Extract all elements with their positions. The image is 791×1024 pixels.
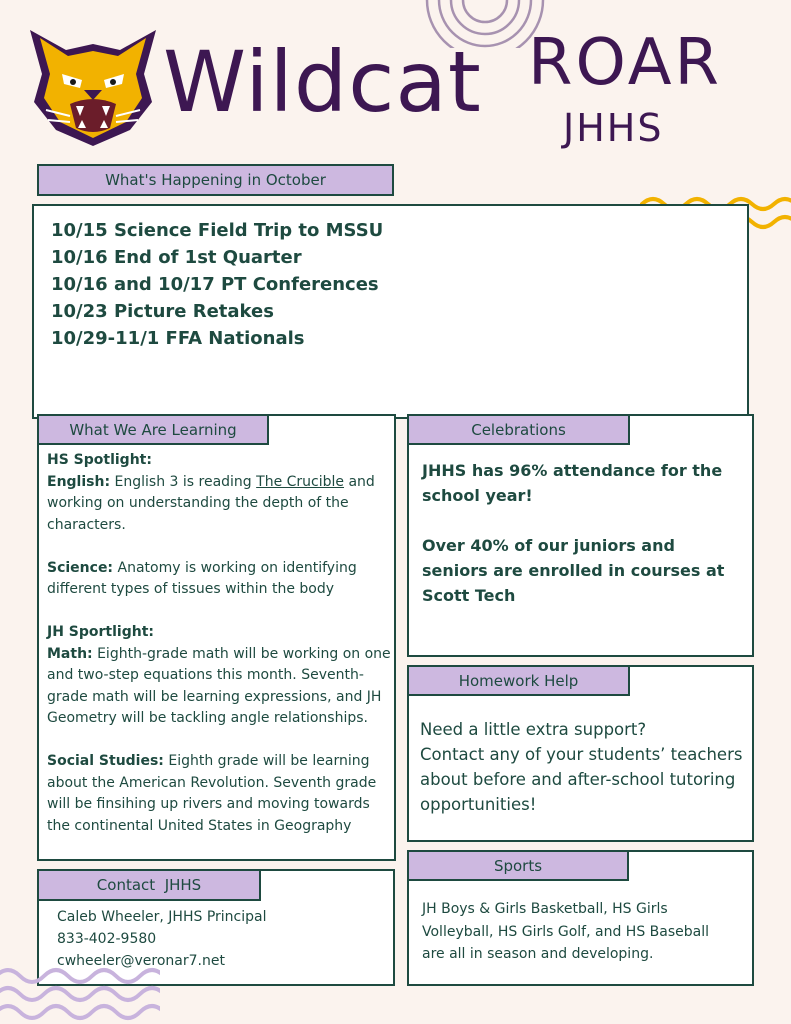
- masthead-school: JHHS: [563, 106, 664, 150]
- social-studies-paragraph: Social Studies: Eighth grade will be learning about the American Revolution. Seventh grade will be finsihing up rivers and moving towards the continental United States in Geography: [47, 753, 377, 834]
- event-item: 10/16 and 10/17 PT Conferences: [51, 274, 379, 295]
- science-paragraph: Science: Anatomy is working on identifying different types of tissues within the body: [47, 559, 357, 597]
- contact-phone: 833-402-9580: [57, 931, 157, 947]
- celebration-item: Over 40% of our juniors and seniors are enrolled in courses at Scott Tech: [422, 536, 725, 605]
- english-paragraph: English: English 3 is reading The Crucible and working on understanding the depth of the characters.: [47, 473, 375, 533]
- contact-section-label: Contact JHHS: [37, 869, 261, 901]
- homework-line: Need a little extra support?: [420, 720, 647, 739]
- homework-line: Contact any of your students’ teachers about before and after-school tutoring opportunities!: [420, 745, 743, 814]
- contact-email: cwheeler@veronar7.net: [57, 953, 225, 969]
- event-item: 10/23 Picture Retakes: [51, 301, 274, 322]
- masthead-title: Wildcat: [163, 33, 482, 131]
- celebrations-content: [422, 458, 738, 608]
- happening-section-label: What's Happening in October: [37, 164, 394, 196]
- homework-content: [420, 717, 748, 817]
- event-item: 10/15 Science Field Trip to MSSU: [51, 220, 384, 241]
- book-title: The Crucible: [256, 473, 345, 490]
- hs-spotlight-heading: HS Spotlight:: [47, 452, 152, 468]
- contact-name: Caleb Wheeler, JHHS Principal: [57, 909, 267, 925]
- math-paragraph: Math: Eighth-grade math will be working on one and two-step equations this month. Seventh-grade math will be learning expressions, and JH Geometry will be tackling angle relationships.: [47, 645, 391, 726]
- event-item: 10/29-11/1 FFA Nationals: [51, 328, 305, 349]
- lavender-wave-decoration: [0, 962, 160, 1024]
- homework-section-label: Homework Help: [407, 665, 630, 696]
- learning-section-label: What We Are Learning: [37, 414, 269, 445]
- celebration-item: JHHS has 96% attendance for the school year!: [422, 461, 723, 505]
- happening-box: [32, 204, 749, 419]
- jh-spotlight-heading: JH Sportlight:: [47, 624, 154, 640]
- sports-section-label: Sports: [407, 850, 629, 881]
- learning-content: [47, 450, 392, 837]
- wildcat-mascot-logo: [26, 24, 160, 148]
- masthead-roar: ROAR: [528, 26, 722, 100]
- sports-content: JH Boys & Girls Basketball, HS Girls Volleyball, HS Girls Golf, and HS Baseball are all in season and developing.: [422, 901, 709, 962]
- event-item: 10/16 End of 1st Quarter: [51, 247, 302, 268]
- celebrations-section-label: Celebrations: [407, 414, 630, 445]
